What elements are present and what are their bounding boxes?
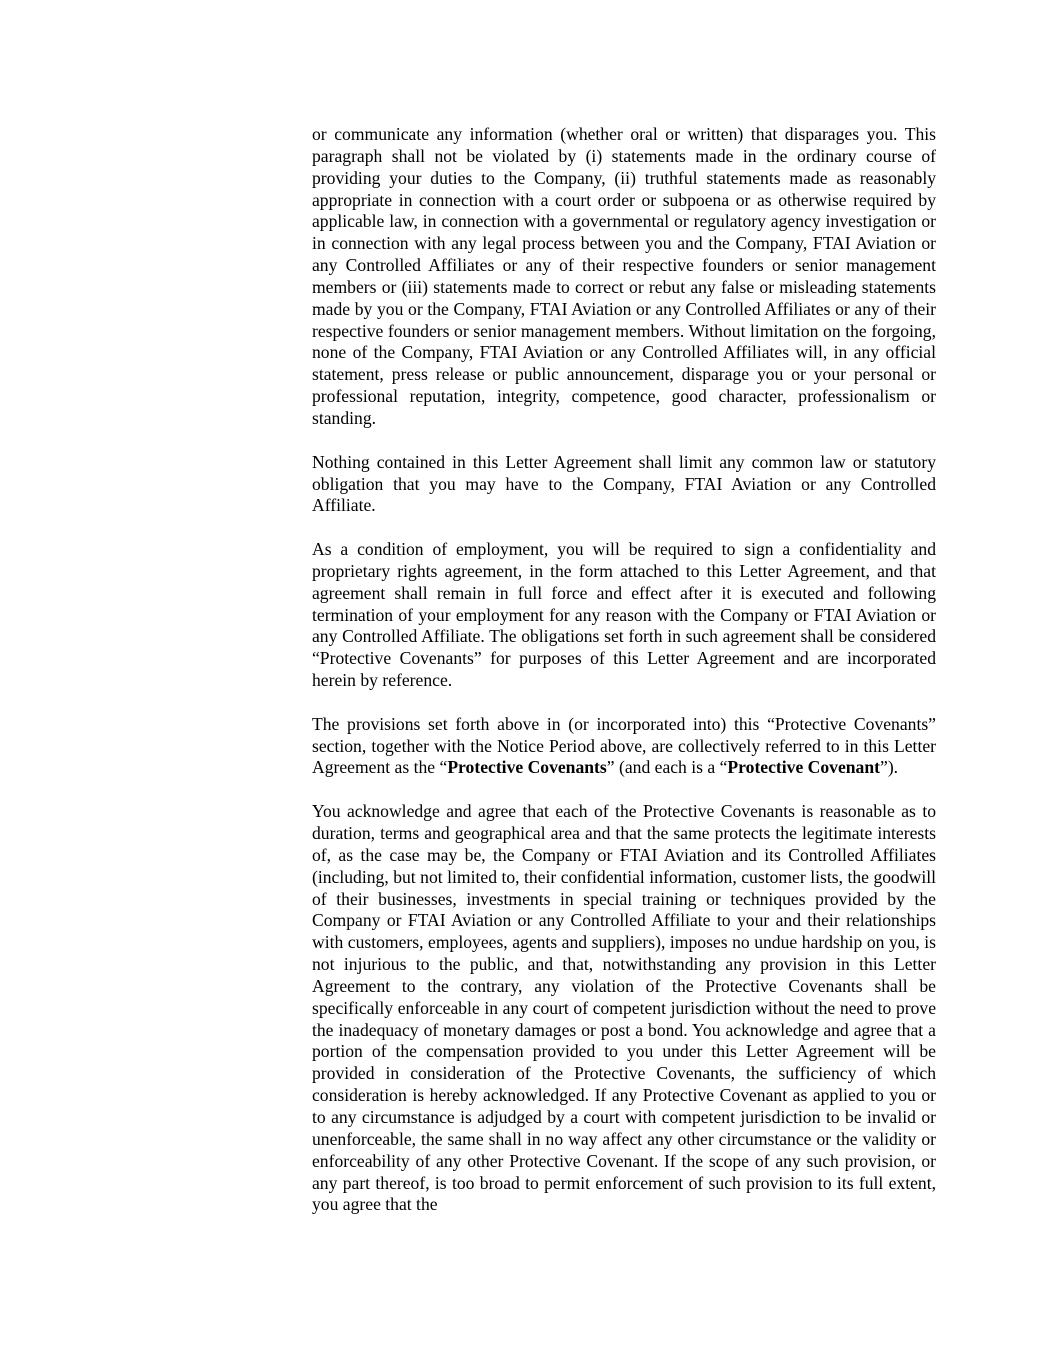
paragraph-non-disparagement: or communicate any information (whether oral or written) that disparages you. This paragraph shall not be violated by (i) statements made in the ordinary course of providing your duties to the Company, (ii) truthful statements made as reasonably appropriate in connection with a court order or subpoena or as otherwise required by applicable law, in connection with a governmental or regulatory agency investigation or in connection with any legal process between you and the Company, FTAI Aviation or any Controlled Affiliates or any of their respective founders or senior management members or (iii) statements made to correct or rebut any false or misleading statements made by you or the Company, FTAI Aviation or any Controlled Affiliates or any of their respective founders or senior management members. Without limitation on the forgoing, none of the Company, FTAI Aviation or any Controlled Affiliates will, in any official statement, press release or public announcement, disparage you or your personal or professional reputation, integrity, competence, good character, professionalism or standing. bbox=[312, 124, 936, 428]
definition-text-middle: ” (and each is a “ bbox=[606, 757, 728, 778]
defined-term-protective-covenant: Protective Covenant bbox=[727, 757, 881, 778]
definition-text-before: The provisions set forth above in (or incorporated into) this “Protective Covenants” section, together with the Notice Period above, are collectively referred to in this Letter Agreement as the “ bbox=[312, 713, 936, 778]
defined-term-protective-covenants: Protective Covenants bbox=[447, 757, 607, 778]
paragraph-confidentiality-agreement: As a condition of employment, you will be required to sign a confidentiality and proprietary rights agreement, in the form attached to this Letter Agreement, and that agreement shall remain in full force and effect after it is executed and following termination of your employment for any reason with the Company or FTAI Aviation or any Controlled Affiliate. The obligations set forth in such agreement shall be considered “Protective Covenants” for purposes of this Letter Agreement and are incorporated herein by reference. bbox=[312, 539, 936, 691]
definition-text-after: ”). bbox=[880, 757, 899, 778]
document-body bbox=[312, 124, 936, 1216]
paragraph-common-law-obligation: Nothing contained in this Letter Agreement shall limit any common law or statutory obligation that you may have to the Company, FTAI Aviation or any Controlled Affiliate. bbox=[312, 451, 936, 516]
paragraph-protective-covenants-definition bbox=[312, 714, 936, 780]
paragraph-acknowledgement: You acknowledge and agree that each of the Protective Covenants is reasonable as to duration, terms and geographical area and that the same protects the legitimate interests of, as the case may be, the Company or FTAI Aviation and its Controlled Affiliates (including, but not limited to, their confidential information, customer lists, the goodwill of their businesses, investments in special training or techniques provided by the Company or FTAI Aviation or any Controlled Affiliate to your and their relationships with customers, employees, agents and suppliers), imposes no undue hardship on you, is not injurious to the public, and that, notwithstanding any provision in this Letter Agreement to the contrary, any violation of the Protective Covenants shall be specifically enforceable in any court of competent jurisdiction without the need to prove the inadequacy of monetary damages or post a bond. You acknowledge and agree that a portion of the compensation provided to you under this Letter Agreement will be provided in consideration of the Protective Covenants, the sufficiency of which consideration is hereby acknowledged. If any Protective Covenant as applied to you or to any circumstance is adjudged by a court with competent jurisdiction to be invalid or unenforceable, the same shall in no way affect any other circumstance or the validity or enforceability of any other Protective Covenant. If the scope of any such provision, or any part thereof, is too broad to permit enforcement of such provision to its full extent, you agree that the bbox=[312, 801, 936, 1215]
